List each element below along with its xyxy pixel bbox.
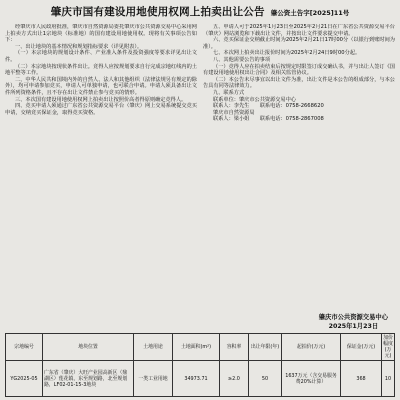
paragraph: （一）本宗地块的规划设计条件、产业准入条件及投资强度等要求详见出让文件。 xyxy=(5,50,197,63)
paragraph: 一、出让地块的基本情况和规划指标要求（详见附表）。 xyxy=(15,43,143,50)
paragraph: （二）本宗地块按现状条件出让。竞得人应按规划要求自行完成宗地红线内的土地平整等工作。 xyxy=(5,63,197,77)
paragraph: 联系人：梁小姐 联系电话：0758-2867008 xyxy=(213,116,324,123)
table-cell: YG2025-05 xyxy=(6,361,43,397)
paragraph: 三、本次国有建设用地使用权网上拍卖出让按照价高者得原则确定竞得人。 xyxy=(15,96,187,103)
table-header-cell: 地块位置 xyxy=(43,334,134,361)
paragraph: 经肇庆市人民政府批准，肇庆市自然资源局委托肇庆市公共资源交易中心采用网上拍卖方式出让1宗地块（标准地）的国有建设用地使用权。现将有关事项公告如下： xyxy=(5,24,197,44)
parcel-table xyxy=(5,333,395,397)
table-cell: 10 xyxy=(382,361,395,397)
paragraph: 九、联系方式 xyxy=(213,89,245,96)
table-row xyxy=(6,361,395,397)
table-header-cell: 出让年限(年) xyxy=(249,334,282,361)
table-cell: 50 xyxy=(249,361,282,397)
table-cell: 广东省（肇庆）大旺产业园高新区（鼎湖区）莲花镇，东至规划路，北至规划路，LF02-01-15-3地块 xyxy=(43,361,134,397)
paragraph: 八、其他需要公告的事项 xyxy=(213,56,271,63)
table-cell: 34973.71 xyxy=(173,361,220,397)
table-cell: 368 xyxy=(341,361,382,397)
table-header-cell: 保证金(万元) xyxy=(341,334,382,361)
announcement-body xyxy=(5,24,395,324)
table-header-cell: 加价幅度(万元) xyxy=(383,335,393,359)
paragraph: 联系单位：肇庆市公共资源交易中心 xyxy=(213,96,297,103)
table-cell: 一类工业用地 xyxy=(134,361,173,397)
document-number: 肇公资土告字[2025]11号 xyxy=(270,9,350,17)
table-cell: ≥2.0 xyxy=(220,361,249,397)
body-column-right xyxy=(203,24,395,324)
table-header-cell: 容积率 xyxy=(220,334,249,361)
paragraph: 五、申请人可于2025年1月23日至2025年2月21日在广东省公共资源交易平台（肇庆）网站浏览和下载出让文件，并按出让文件要求提交申请。 xyxy=(203,24,395,37)
paragraph: 六、竞买保证金交纳截止时间为2025年2月21日17时00分（以银行到账时间为准）。 xyxy=(203,37,395,50)
page-title: 肇庆市国有建设用地使用权网上拍卖出让公告 xyxy=(50,6,265,18)
signature-block xyxy=(319,313,388,331)
table-cell: 1637万元（含交易服务费20%计算） xyxy=(282,361,341,397)
title-row xyxy=(5,4,395,22)
table-header-row xyxy=(6,334,395,361)
paragraph: （一）竞得人应在拍卖结束后按规定时限签订成交确认书，并与出让人签订《国有建设用地使用权出让合同》及相关监管协议。 xyxy=(203,63,395,77)
signature-org: 肇庆市公共资源交易中心 xyxy=(318,314,388,321)
table-header-cell: 土地面积(m²) xyxy=(173,334,220,361)
paragraph: 肇庆市自然资源局 xyxy=(213,109,255,116)
body-column-left xyxy=(5,24,197,324)
paragraph: 二、中华人民共和国境内外的自然人、法人和其他组织（法律法规另有规定的除外），均可申请参加竞买，申请人可单独申请，也可联合申请。申请人须具备出让文件所列资格条件，且不存在出让文件禁止参与竞买的情形。 xyxy=(5,76,197,96)
paragraph: 四、竞买申请人须通过广东省公共资源交易平台（肇庆）网上交易系统提交竞买申请，交纳竞买保证金，取得竞买资格。 xyxy=(5,103,197,116)
signature-date: 2025年1月23日 xyxy=(328,323,379,330)
paragraph: 联系人：李先生 联系电话：0758-2668620 xyxy=(213,103,324,110)
table-header-cell: 宗地编号 xyxy=(6,334,43,361)
table-header-cell: 土地用途 xyxy=(134,334,173,361)
paragraph: 七、本次网上拍卖出让报价时间为2025年2月24日9时00分起。 xyxy=(213,50,361,57)
paragraph: （二）本公告未尽事宜以出让文件为准，出让文件是本公告的组成部分，与本公告具有同等法律效力。 xyxy=(203,76,395,90)
table-header-cell: 起拍价(万元) xyxy=(282,334,341,361)
